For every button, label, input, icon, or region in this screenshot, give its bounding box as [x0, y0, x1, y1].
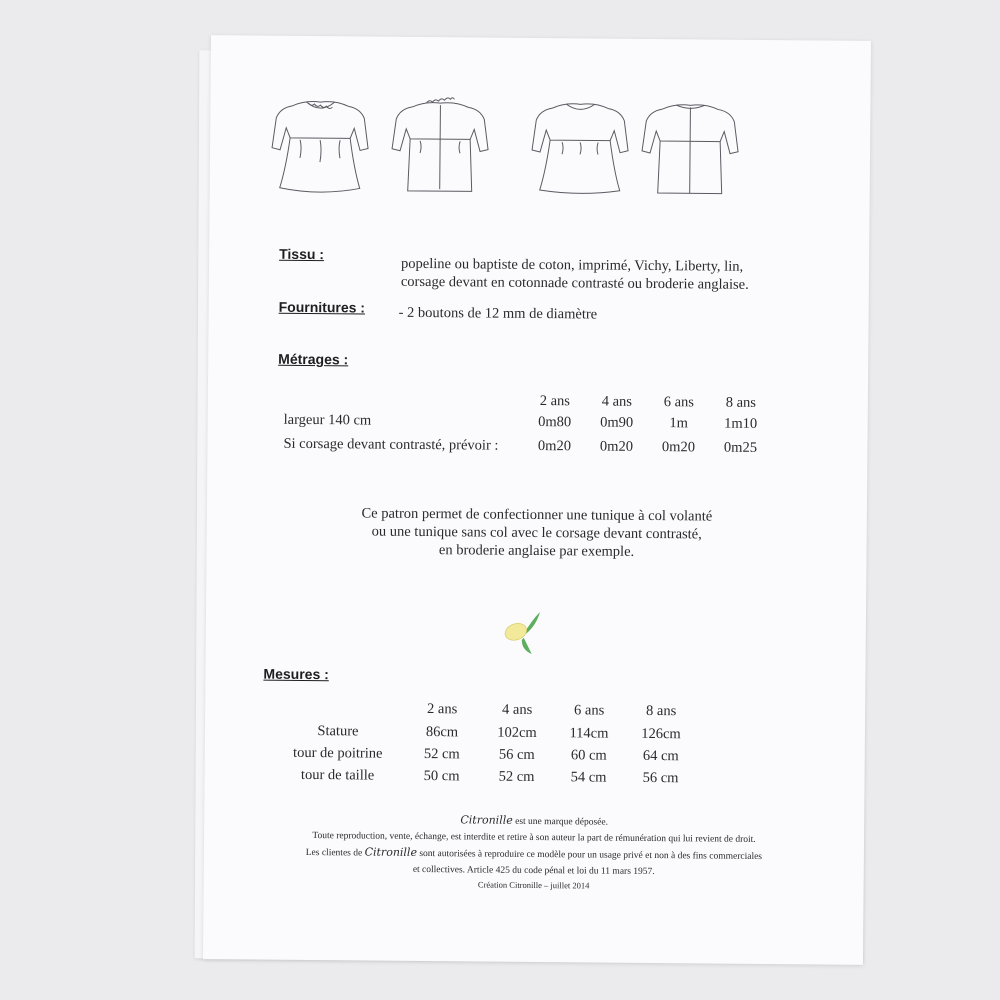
mesures-cell: 50 cm: [423, 767, 460, 784]
footer-line-4: et collectives. Article 425 du code pénal et loi du 11 mars 1957.: [412, 864, 655, 878]
mesures-cell: 86cm: [425, 723, 459, 740]
tunic-front-ruffle-collar-sketch: [272, 101, 369, 192]
mesures-cell: 52 cm: [498, 768, 535, 785]
brand-name: Citronille: [460, 813, 513, 827]
metrages-heading: Métrages :: [278, 350, 349, 368]
mesures-row-label: tour de poitrine: [293, 744, 383, 762]
footer-line-3: Les clientes de Citronille sont autorisées à reproduire ce modèle pour un usage privé et non à des fins commerciales: [305, 845, 763, 862]
metrages-row-label: largeur 140 cm: [283, 411, 372, 429]
metrages-col-header: 2 ans: [539, 392, 571, 409]
footer-line-1: Citronille est une marque déposée.: [460, 813, 609, 828]
metrages-cell: 0m80: [538, 413, 572, 430]
mesures-row-label: Stature: [317, 722, 359, 739]
fournitures-text: - 2 boutons de 12 mm de diamètre: [398, 304, 598, 323]
metrages-table: [283, 389, 772, 461]
mesures-col-header: 6 ans: [573, 701, 605, 719]
metrages-cell: 0m25: [723, 439, 758, 456]
tissu-heading: Tissu :: [279, 245, 325, 263]
metrages-row: [283, 431, 771, 461]
metrages-row-label: Si corsage devant contrasté, prévoir :: [283, 435, 499, 454]
mesures-cell: 52 cm: [423, 745, 460, 762]
metrages-cell: 0m90: [600, 414, 634, 431]
metrages-col-header: 6 ans: [663, 393, 695, 410]
brand-name: Citronille: [364, 845, 418, 859]
mesures-cell: 64 cm: [642, 747, 679, 764]
mesures-row: [272, 764, 696, 790]
mesures-col-header: 4 ans: [501, 701, 533, 718]
mesures-cell: 56 cm: [642, 769, 679, 786]
tunic-back-no-collar-sketch: [642, 104, 739, 193]
mesures-cell: 54 cm: [570, 768, 607, 786]
tunic-back-ruffle-collar-sketch: [392, 97, 489, 191]
footer-line-2: Toute reproduction, vente, échange, est interdite et retire à son auteur la part de rémunération qui lui revient de droit.: [312, 831, 756, 845]
tissu-text: [401, 255, 749, 294]
mesures-col-header: 8 ans: [645, 702, 677, 719]
metrages-cell: 1m: [669, 414, 689, 431]
metrages-col-header: 4 ans: [601, 393, 633, 410]
fournitures-heading: Fournitures :: [278, 298, 366, 316]
mesures-row-label: tour de taille: [300, 766, 375, 784]
mesures-cell: 102cm: [497, 724, 537, 741]
mesures-cell: 60 cm: [570, 746, 607, 764]
metrages-cell: 0m20: [661, 438, 696, 455]
pattern-instruction-sheet: [203, 35, 871, 965]
mesures-cell: 126cm: [641, 725, 681, 742]
copyright-footer: [224, 810, 845, 893]
metrages-col-header: 8 ans: [725, 394, 757, 411]
metrages-cell: 0m20: [537, 437, 572, 454]
tissu-line: corsage devant en cotonnade contrasté ou broderie anglaise.: [400, 273, 749, 293]
metrages-cell: 0m20: [599, 438, 634, 455]
mesures-table: [272, 696, 697, 790]
lemon-logo-icon: [502, 608, 546, 656]
description-line: en broderie anglaise par exemple.: [438, 542, 635, 560]
mesures-cell: 56 cm: [498, 746, 535, 763]
mesures-heading: Mesures :: [263, 665, 329, 683]
tissu-line: popeline ou baptiste de coton, imprimé, Vichy, Liberty, lin,: [400, 255, 744, 275]
mesures-col-header: 2 ans: [426, 700, 458, 717]
footer-line-5: Création Citronille – juillet 2014: [477, 879, 590, 891]
tunic-front-no-collar-sketch: [532, 103, 629, 193]
mesures-cell: 114cm: [569, 724, 609, 742]
description-line: ou une tunique sans col avec le corsage devant contrasté,: [371, 523, 702, 543]
metrages-cell: 1m10: [724, 415, 758, 432]
garment-illustrations: [270, 88, 751, 202]
pattern-description: [266, 504, 806, 563]
description-line: Ce patron permet de confectionner une tunique à col volanté: [361, 505, 713, 525]
